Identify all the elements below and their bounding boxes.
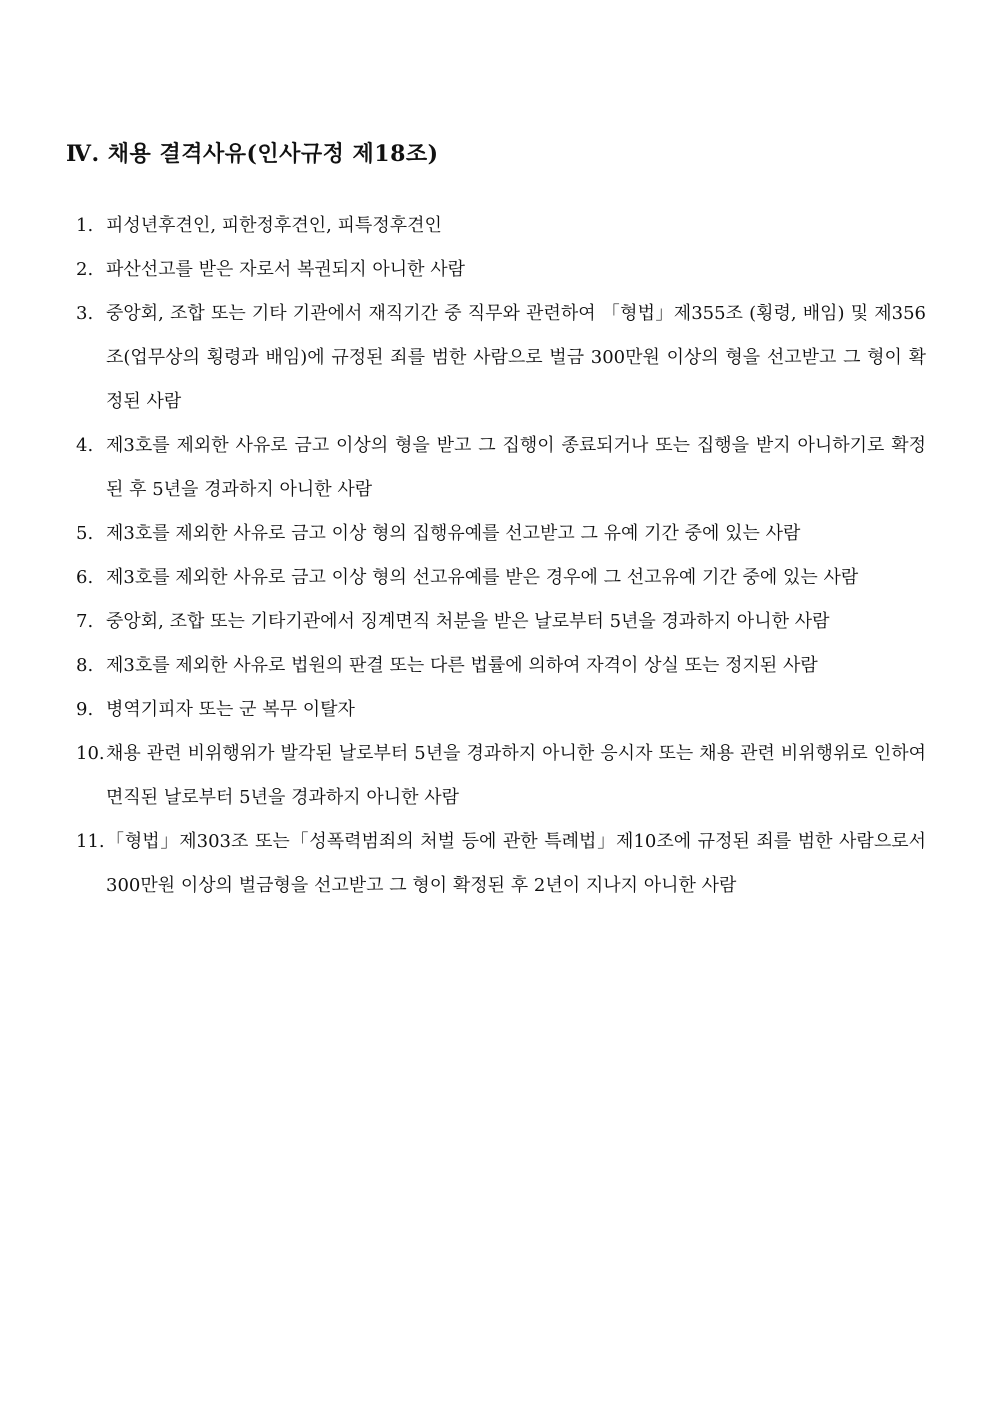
list-item <box>76 292 926 424</box>
item-number: 2. <box>76 259 94 280</box>
item-text: 파산선고를 받은 자로서 복권되지 아니한 사람 <box>106 259 465 280</box>
list-item <box>76 600 926 644</box>
list-item <box>76 688 926 732</box>
item-text: 병역기피자 또는 군 복무 이탈자 <box>106 699 355 720</box>
item-number: 7. <box>76 611 94 632</box>
list-item <box>76 248 926 292</box>
item-number: 10. <box>76 743 105 764</box>
item-number: 11. <box>76 831 105 852</box>
disqualification-list <box>76 204 926 908</box>
item-text: 피성년후견인, 피한정후견인, 피특정후견인 <box>106 215 442 236</box>
item-number: 9. <box>76 699 94 720</box>
item-text: 「형법」제303조 또는「성폭력범죄의 처벌 등에 관한 특례법」제10조에 규정된 죄를 범한 사람으로서 300만원 이상의 벌금형을 선고받고 그 형이 확정된 후 2년이 지나지 아니한 사람 <box>106 831 926 896</box>
list-item <box>76 512 926 556</box>
item-text: 제3호를 제외한 사유로 금고 이상 형의 집행유예를 선고받고 그 유예 기간 중에 있는 사람 <box>106 523 801 544</box>
item-text: 제3호를 제외한 사유로 금고 이상 형의 선고유예를 받은 경우에 그 선고유예 기간 중에 있는 사람 <box>106 567 859 588</box>
item-number: 6. <box>76 567 94 588</box>
list-item <box>76 732 926 820</box>
section-heading: Ⅳ. 채용 결격사유(인사규정 제18조) <box>66 141 439 167</box>
item-text: 중앙회, 조합 또는 기타 기관에서 재직기간 중 직무와 관련하여 「형법」제355조 (횡령, 배임) 및 제356조(업무상의 횡령과 배임)에 규정된 죄를 범한 사람으로 벌금 300만원 이상의 형을 선고받고 그 형이 확정된 사람 <box>106 303 926 412</box>
list-item <box>76 204 926 248</box>
item-number: 5. <box>76 523 94 544</box>
item-text: 제3호를 제외한 사유로 금고 이상의 형을 받고 그 집행이 종료되거나 또는 집행을 받지 아니하기로 확정된 후 5년을 경과하지 아니한 사람 <box>106 435 926 500</box>
item-text: 중앙회, 조합 또는 기타기관에서 징계면직 처분을 받은 날로부터 5년을 경과하지 아니한 사람 <box>106 611 830 632</box>
item-number: 8. <box>76 655 94 676</box>
list-item <box>76 644 926 688</box>
item-text: 채용 관련 비위행위가 발각된 날로부터 5년을 경과하지 아니한 응시자 또는 채용 관련 비위행위로 인하여 면직된 날로부터 5년을 경과하지 아니한 사람 <box>106 743 926 808</box>
item-number: 4. <box>76 435 94 456</box>
list-item <box>76 820 926 908</box>
item-number: 3. <box>76 303 94 324</box>
item-number: 1. <box>76 215 94 236</box>
item-text: 제3호를 제외한 사유로 법원의 판결 또는 다른 법률에 의하여 자격이 상실 또는 정지된 사람 <box>106 655 818 676</box>
list-item <box>76 556 926 600</box>
list-item <box>76 424 926 512</box>
